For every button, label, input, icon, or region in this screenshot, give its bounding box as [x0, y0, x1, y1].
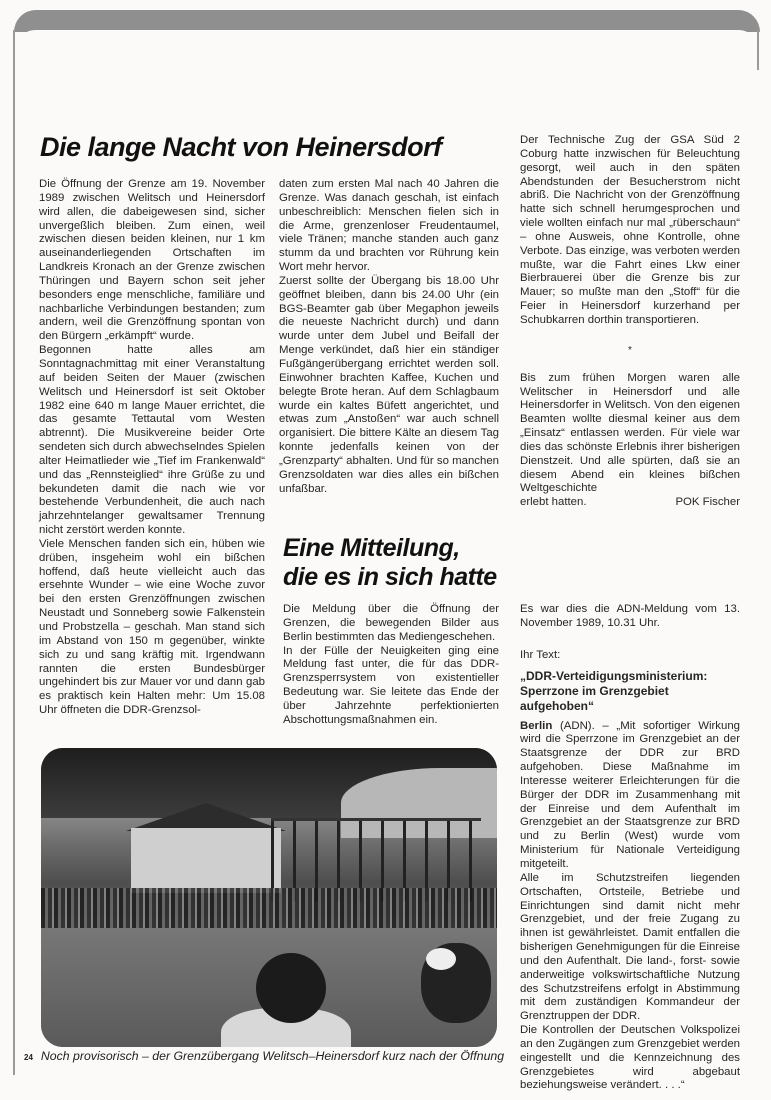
paragraph: In der Fülle der Neuigkeiten ging eine Meldung fast unter, die für das DDR-Grenzsperrsystem von existentieller Bedeutung war. Sie leitete das Ende der über Jahrzehnte perfektionierten Abschottungsmaßnahmen ein.	[283, 644, 499, 726]
article-column-1	[39, 178, 265, 718]
section-separator: *	[628, 344, 632, 356]
article-column-3	[520, 134, 740, 510]
article-column-2	[279, 178, 499, 496]
quote-headline	[520, 669, 740, 714]
page-number: 24	[24, 1053, 33, 1062]
paragraph: Der Technische Zug der GSA Süd 2 Coburg hatte inzwischen für Beleuchtung gesorgt, weil auch in den späten Abendstunden der Besucherstrom nicht abriß. Die Nachricht von der Grenzöffnung hatte sich schnell herumgesprochen und viele wollten einfach nur mal „rüberschaun“ – ohne Ausweis, ohne Kontrolle, ohne Verbote. Das einzige, was verboten werden mußte, war die Fahrt eines Lkw einer Bierbrauerei über die Grenze bis zur Mauer; so mußte man den „Stoff“ für die Feier in Heinersdorf kurzerhand per Schubkarren dorthin transportieren.	[520, 134, 740, 326]
quote-headline-line-1: „DDR-Verteidigungsministerium:	[520, 668, 708, 683]
border-crossing-photo	[41, 748, 497, 1047]
page-frame-left	[13, 30, 15, 1075]
author-name: POK Fischer	[675, 496, 740, 509]
photo-caption	[24, 1049, 504, 1063]
paragraph: Die Kontrollen der Deutschen Volkspolizei an den Zugängen zum Grenzgebiet werden eingestellt und die Kennzeichnung des Grenzgebietes wird abgebaut beziehungsweise verändert. . . .“	[520, 1024, 740, 1092]
paragraph: Es war dies die ADN-Meldung vom 13. November 1989, 10.31 Uhr.	[520, 603, 740, 629]
second-headline-line-1: Eine Mitteilung,	[283, 534, 460, 562]
paragraph: Zuerst sollte der Übergang bis 18.00 Uhr geöffnet bleiben, dann bis 24.00 Uhr (ein BGS-Beamter gab über Megaphon jeweils die neueste Nachricht durch) und dann wurde unter dem Jubel und Beifall der Menge verkündet, daß hier ein ständiger Fußgängerübergang errichtet werden soll. Einwohner brachten Kaffee, Kuchen und belegte Brote heran. Auf dem Schlagbaum wurde ein kaltes Büfett angerichtet, und etwas zum „Anstoßen“ war auch schnell organisiert. Die bittere Kälte an diesem Tag konnte jedenfalls keinen von der „Grenzparty“ abhalten. Und für so manchen Grenzsoldaten war dies alles ein bißchen unfaßbar.	[279, 274, 499, 495]
text-label: Ihr Text:	[520, 648, 561, 661]
second-article-column-1	[283, 603, 499, 728]
second-headline	[283, 534, 497, 592]
second-headline-line-2: die es in sich hatte	[283, 563, 497, 591]
paragraph: Begonnen hatte alles am Sonntagnachmittag mit einer Veranstaltung auf beiden Seiten der Mauer (zwischen Welitsch und Heinersdorf ist seit Oktober 1982 eine 640 m lange Mauer errichtet, die das gesamte Tettautal vom Westen abtrennt). Die Musikvereine beider Orte sendeten sich durch abwechselndes Spielen alter Heimatlieder wie „Tief im Frankenwald“ und das „Rennsteiglied“ ihre Grüße zu und bekundeten damit die nach wie vor bestehende Verbundenheit, die auch nach jahrzehntelanger gewaltsamer Trennung nicht zerstört werden konnte.	[39, 344, 265, 537]
paragraph: Die Öffnung der Grenze am 19. November 1989 zwischen Welitsch und Heinersdorf wird allen, die dabeigewesen sind, sicher unvergeßlich bleiben. Zum einen, weil zwischen diesen beiden kleinen, nur 1 km auseinanderliegenden Ortschaften im Landkreis Kronach an der Grenze zwischen Thüringen und Bayern schon seit jeher besonders enge menschliche, familiäre und nachbarliche Verbindungen bestanden; zum andern, weil die Grenzöffnung spontan von den Bürgern „erkämpft“ wurde.	[39, 178, 265, 343]
paragraph: Viele Menschen fanden sich ein, hüben wie drüben, insgeheim wohl ein bißchen hoffend, daß heute vielleicht auch das ersehnte Wunder – wie eine Woche zuvor bei den ersten Grenzöffnungen zwischen Neustadt und Sonneberg sowie Falkenstein und Probstzella – geschah. Man stand sich im Abstand von 150 m gegenüber, winkte sich zu und sang kräftig mit. Irgendwann rannten die ersten Bundesbürger ungehindert bis zur Mauer vor und dann gab es praktisch kein Halten mehr: Um 15.08 Uhr öffneten die DDR-Grenzsol-	[39, 537, 265, 717]
paragraph	[520, 720, 740, 872]
signature-line	[520, 496, 740, 510]
quote-headline-line-2: Sperrzone im Grenzgebiet aufgehoben“	[520, 683, 669, 713]
caption-text: Noch provisorisch – der Grenzübergang Welitsch–Heinersdorf kurz nach der Öffnung	[40, 1049, 505, 1063]
article-headline: Die lange Nacht von Heinersdorf	[40, 132, 442, 162]
page-frame-top	[14, 10, 760, 32]
second-article-column-2	[520, 603, 740, 1093]
paragraph: Alle im Schutzstreifen liegenden Ortschaften, Ortsteile, Betriebe und Einrichtungen sind damit nicht mehr Grenzgebiet, und der freie Zugang zu ihnen ist gewährleistet. Damit entfallen die bisherigen Genehmigungen für die Einreise und den Aufenthalt. Die land-, forst- sowie anderweitige volkswirtschaftliche Nutzung des Schutzstreifens erfolgt in Abstimmung mit dem zuständigen Kommandeur der Grenztruppen der DDR.	[520, 871, 740, 1023]
dateline: Berlin	[520, 719, 553, 732]
page-frame-right	[757, 30, 759, 70]
paragraph: Die Meldung über die Öffnung der Grenzen, die bewegenden Bilder aus Berlin bestimmten das Mediengeschehen.	[283, 603, 499, 643]
paragraph-end: erlebt hatten.	[520, 496, 587, 509]
paragraph: Bis zum frühen Morgen waren alle Welitscher in Heinersdorf und alle Heinersdorfer in Welitsch. Von den eigenen Beamten wollte diesmal keiner aus dem „Einsatz“ entlassen werden. Für viele war dies das schönste Erlebnis ihrer bisherigen Dienstzeit. Und alle spürten, daß sie an diesem Abend ein kleines bißchen Weltgeschichte	[520, 371, 740, 495]
quote-text: (ADN). – „Mit sofortiger Wirkung wird die Sperrzone im Grenzgebiet an der Staatsgrenze der DDR zur BRD aufgehoben. Diese Maßnahme im Interesse weiterer Erleichterungen für die Bürger der DDR im Zusammenhang mit der Einreise und dem Aufenthalt im Grenzgebiet an der Staatsgrenze zur BRD und zu Berlin (West) wurde vom Ministerium für Nationale Verteidigung mitgeteilt.	[520, 719, 740, 870]
paragraph: daten zum ersten Mal nach 40 Jahren die Grenze. Was danach geschah, ist einfach unbeschreiblich: Menschen fielen sich in die Arme, grenzenloser Freudentaumel, viele Tränen; manche standen auch ganz stumm da und brachten vor Rührung kein Wort mehr hervor.	[279, 178, 499, 274]
